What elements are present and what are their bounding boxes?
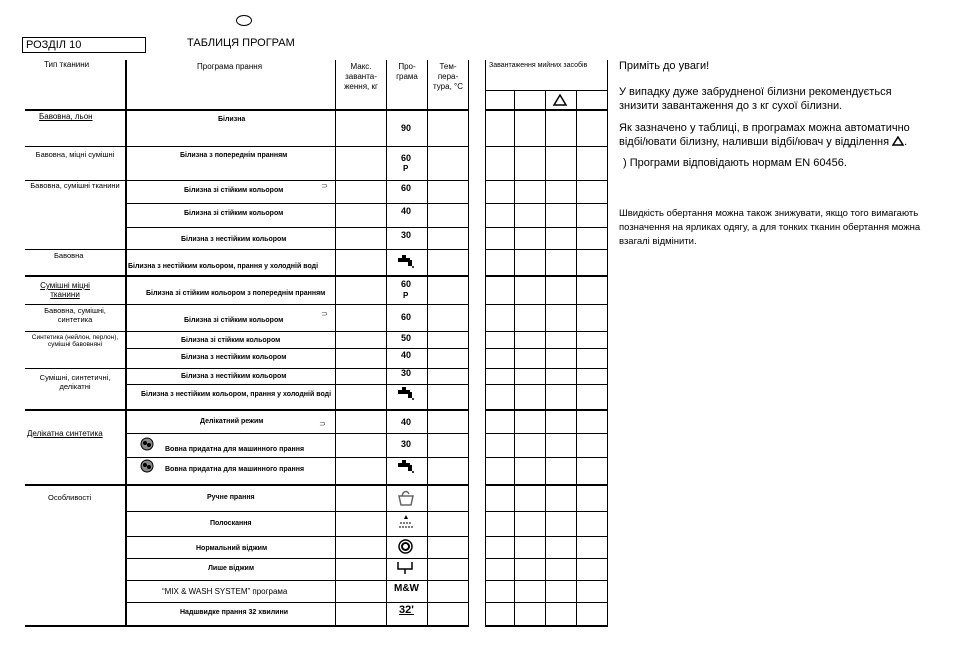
header-temp: Тем-пера-тура, °С [433,62,463,91]
triangle-icon [553,94,567,106]
notes-para-4: Швидкість обертання можна також знижувати, якщо того вимагають позначення на ярликах одягу, а для тонких тканин обертання можна взагалі відмінити. [619,208,921,247]
notes-heading: Приміть до уваги! [619,60,710,72]
page-marker-circle [236,15,252,26]
fabric-cotton: Бавовна [54,251,84,260]
header-detergent: Завантаження мийних засобів [489,62,588,69]
quick-label: 32' [399,604,414,616]
program-name: Білизна з нестійким кольором [181,354,287,361]
mw-label: M&W [394,583,419,594]
program-name: Білизна з нестійким кольором, прання у холодній воді [141,391,332,398]
program-number: 30 [401,368,412,378]
tap-icon [397,254,415,268]
fabric-special: Особливості [48,493,92,502]
fabric-delicate-synth: Делікатна синтетика [27,429,103,438]
program-number: 60 [401,279,412,289]
fabric-cotton-mixed-synth: Бавовна, сумішні, синтетика [44,306,106,324]
fabric-cotton-linen: Бавовна, льон [39,112,93,121]
program-name: Білизна зі стійким кольором з попереднім пранням [146,290,326,297]
header-fabric: Тип тканини [44,60,90,69]
program-name: Надшвидке прання 32 хвилини [180,609,289,616]
program-name: Білизна з попереднім пранням [180,152,288,159]
wool-icon [140,459,154,473]
handwash-icon [397,489,415,507]
tap-icon [397,459,415,473]
notes-para-3: ) Програми відповідають нормам EN 60456. [623,157,847,169]
notes-para-2: Як зазначено у таблиці, в програмах можна автоматично відбі/ювати білизну, наливши відбі/ювач у відділення . [619,122,910,148]
program-number: 60 [401,183,412,193]
hook-mark: ⸧ [320,309,330,319]
fabric-synthetic: Синтетика (нейлон, перлон), сумішні бавовняні [31,334,119,349]
fabric-cotton-strong: Бавовна, міцні сумішні [35,150,115,159]
page-title: ТАБЛИЦЯ ПРОГРАМ [187,37,295,49]
header-load: Макс. заванта-ження, кг [344,62,378,91]
section-label: РОЗДІЛ 10 [26,39,82,51]
header-program: Програма прання [197,62,263,71]
section-box [22,37,146,53]
program-name: Білизна [218,116,246,123]
rinse-icon [397,513,415,531]
spin-icon [398,539,413,554]
program-number: 40 [401,206,412,216]
drain-icon [396,559,416,575]
tap-icon [397,386,415,400]
program-number: 40 [401,417,412,427]
fabric-cotton-mixed: Бавовна, сумішні тканини [30,181,120,190]
program-prewash: P [403,164,409,173]
program-number: 30 [401,230,412,240]
program-name: Білизна зі стійким кольором [184,317,284,324]
program-name: Білизна зі стійким кольором [184,210,284,217]
hook-mark: ⸧ [320,181,330,191]
program-number: 30 [401,439,412,449]
program-name: Вовна придатна для машинного прання [165,446,305,453]
hook-mark: ⸧ [318,419,328,429]
header-program-no: Про-грама [396,62,418,81]
program-name: Білизна з нестійким кольором, прання у холодній воді [128,263,319,270]
program-name: Білизна з нестійким кольором [181,236,287,243]
fabric-mixed-synth-delicate: Сумішні, синтетичні, делікатні [39,373,111,391]
triangle-icon [892,136,904,146]
program-name: “MIX & WASH SYSTEM” програма [162,587,288,596]
notes-para-1: У випадку дуже забрудненої білизни рекомендується знизити завантаження до з кг сухої білизни. [619,86,892,112]
program-name: Білизна зі стійким кольором [184,187,284,194]
program-name: Полоскання [210,520,252,527]
program-number: 50 [401,333,412,343]
program-name: Вовна придатна для машинного прання [165,466,305,473]
program-name: Ручне прання [207,494,255,501]
program-name: Лише віджим [208,565,255,572]
program-number: 60 [401,153,412,163]
program-name: Білизна зі стійким кольором [181,337,281,344]
wool-icon [140,437,154,451]
program-prewash: P [403,291,409,300]
program-number: 40 [401,350,412,360]
program-name: Білизна з нестійким кольором [181,373,287,380]
program-name: Нормальний віджим [196,545,268,552]
program-number: 60 [401,312,412,322]
fabric-mixed-strong: Сумішні міцні тканини [40,281,90,300]
program-name: Делікатний режим [200,418,264,425]
program-number: 90 [401,123,412,133]
